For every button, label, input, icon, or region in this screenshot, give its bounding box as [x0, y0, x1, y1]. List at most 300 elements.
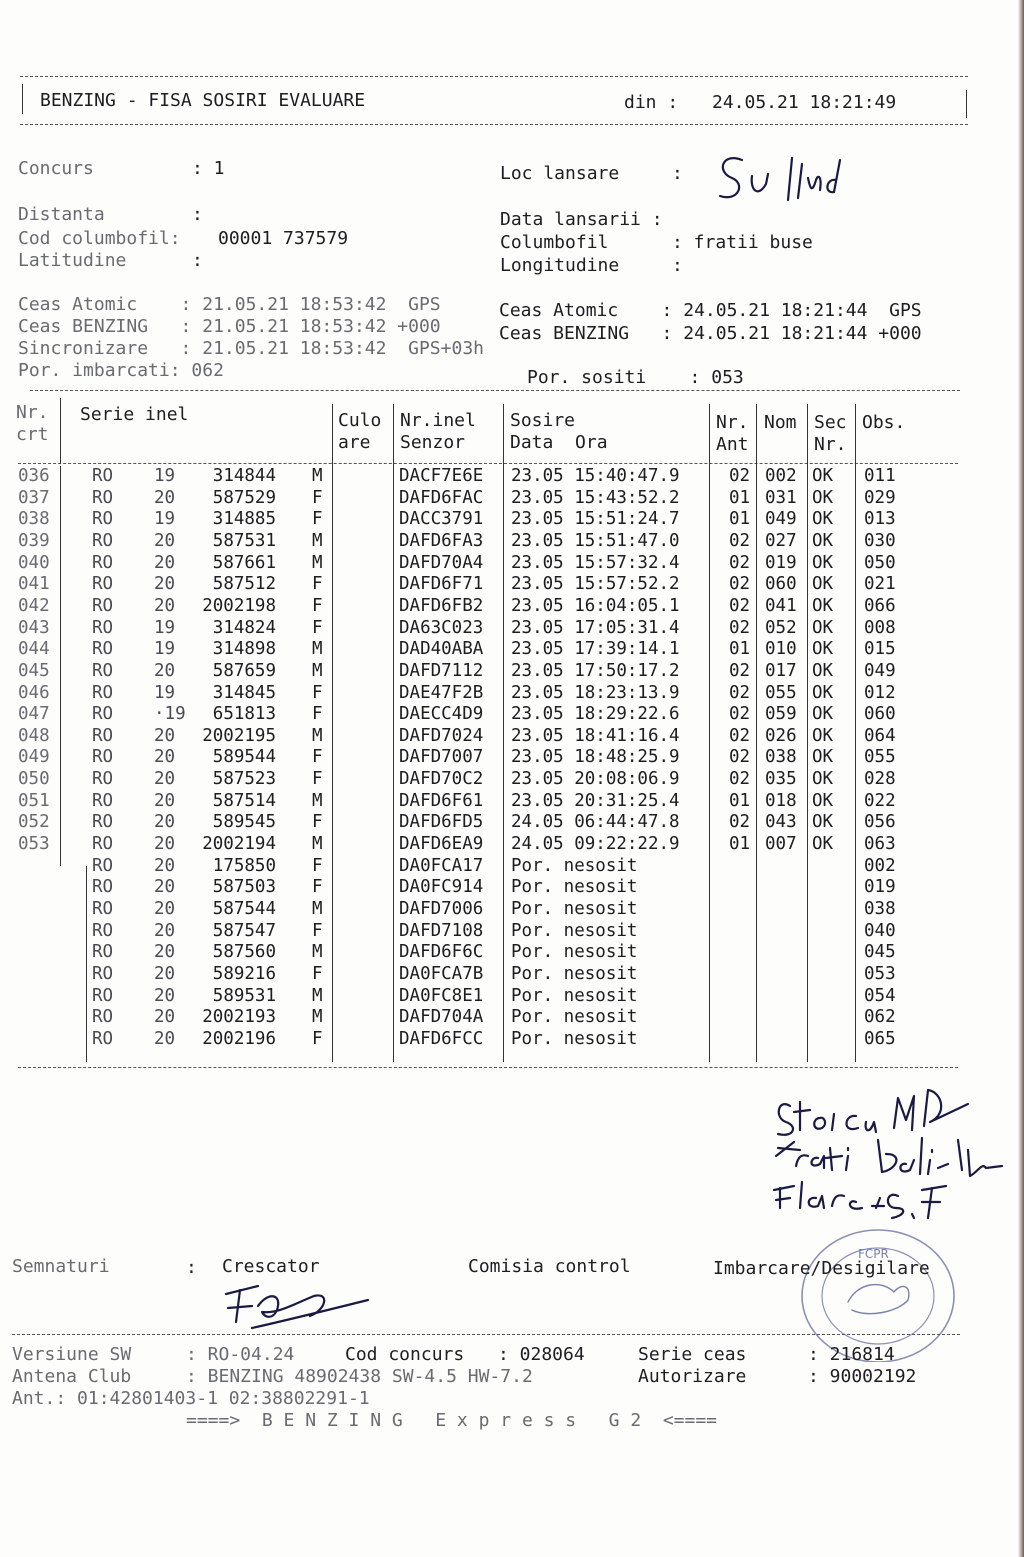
- cell-nr-inel: 2002195: [202, 725, 276, 746]
- table-row: [0, 726, 1024, 748]
- cell-nr: 036: [18, 466, 50, 486]
- table-row: [0, 899, 1024, 921]
- cell-nom: 031: [765, 487, 797, 508]
- cell-nr-inel: 589544: [212, 747, 276, 768]
- cell-nom: 043: [765, 812, 797, 833]
- cell-obs: 019: [864, 877, 896, 898]
- cell-obs: 055: [864, 747, 896, 768]
- cell-nr: 039: [18, 530, 50, 551]
- cell-nom: 026: [765, 725, 797, 746]
- header-sec: Sec: [814, 412, 847, 433]
- cell-sec: OK: [812, 790, 834, 811]
- cell-sec: OK: [812, 769, 834, 790]
- report-date-value: 24.05.21 18:21:49: [712, 92, 897, 113]
- cell-sosire: 23.05 15:57:32.4: [511, 552, 680, 573]
- fcpr-stamp: [798, 1222, 958, 1362]
- table-row: [0, 574, 1024, 596]
- cell-sex: F: [312, 704, 323, 725]
- cell-senzor: DAFD704A: [399, 1007, 484, 1028]
- cell-obs: 011: [864, 466, 896, 486]
- cell-senzor: DAFD7112: [399, 660, 484, 681]
- cell-sex: F: [312, 747, 323, 768]
- report-date-label: din :: [624, 92, 679, 113]
- cell-ant: 01: [729, 790, 751, 811]
- cell-sec: OK: [812, 466, 834, 486]
- cell-an: 20: [154, 877, 176, 898]
- cell-senzor: DAFD70A4: [399, 552, 484, 573]
- cell-sosire: 23.05 18:23:13.9: [511, 682, 680, 703]
- cell-tara: RO: [92, 812, 114, 833]
- cell-sec: OK: [812, 509, 834, 530]
- cell-an: 20: [154, 487, 176, 508]
- cell-obs: 056: [864, 812, 896, 833]
- cell-senzor: DA0FCA17: [399, 855, 484, 876]
- cell-sosire: 23.05 15:57:52.2: [511, 574, 680, 595]
- cell-nom: 027: [765, 530, 797, 551]
- header-culoare-2: are: [338, 432, 371, 453]
- table-row: [0, 466, 1024, 488]
- signature-stoica: [772, 1078, 1012, 1228]
- cell-senzor: DACF7E6E: [399, 466, 484, 486]
- cell-nr: 049: [18, 747, 50, 768]
- cell-nr: 038: [18, 509, 50, 530]
- cell-sosire: 23.05 16:04:05.1: [511, 595, 680, 616]
- cell-sec: OK: [812, 595, 834, 616]
- cell-ant: 02: [729, 552, 751, 573]
- cell-tara: RO: [92, 574, 114, 595]
- cell-sex: F: [312, 812, 323, 833]
- cod-columbofil-label: Cod columbofil:: [18, 228, 181, 249]
- table-row: [0, 704, 1024, 726]
- cell-tara: RO: [92, 877, 114, 898]
- stamp-text: FCPR: [858, 1247, 889, 1261]
- serie-ceas-value: : 216814: [808, 1344, 895, 1365]
- cell-sosire: 23.05 17:05:31.4: [511, 617, 680, 638]
- cell-nr: 048: [18, 725, 50, 746]
- table-row: [0, 683, 1024, 705]
- cell-an: 20: [154, 790, 176, 811]
- cell-nr-inel: 314845: [212, 682, 276, 703]
- header-nr-inel: Nr.inel: [400, 410, 476, 431]
- cell-an: 20: [154, 747, 176, 768]
- cell-tara: RO: [92, 920, 114, 941]
- cell-an: 19: [154, 617, 176, 638]
- header-right-border: [966, 90, 967, 118]
- cell-nr: 051: [18, 790, 50, 811]
- cell-an: 20: [154, 855, 176, 876]
- clock-end-benzing: Ceas BENZING : 24.05.21 18:21:44 +000: [499, 323, 922, 344]
- cell-sosire: Por. nesosit: [511, 1028, 638, 1049]
- cell-sex: F: [312, 877, 323, 898]
- cell-nom: 041: [765, 595, 797, 616]
- cell-tara: RO: [92, 509, 114, 530]
- cell-sosire: 23.05 18:41:16.4: [511, 725, 680, 746]
- cell-senzor: DAFD6FAC: [399, 487, 484, 508]
- cell-obs: 038: [864, 899, 896, 919]
- semnaturi-colon: :: [186, 1257, 197, 1278]
- cell-nr-inel: 587503: [212, 877, 276, 898]
- cell-nr-inel: 314824: [212, 617, 276, 638]
- cell-sex: F: [312, 1028, 323, 1049]
- table-row: [0, 661, 1024, 683]
- cell-obs: 054: [864, 985, 896, 1006]
- cell-nr-inel: 314898: [212, 639, 276, 660]
- cell-senzor: DAFD7006: [399, 899, 484, 919]
- cell-senzor: DAFD6EA9: [399, 834, 484, 855]
- comisia-label: Comisia control: [468, 1256, 631, 1277]
- cell-sex: F: [312, 769, 323, 790]
- pigeons-basketed: Por. imbarcati: 062: [18, 360, 224, 381]
- cell-obs: 062: [864, 1007, 896, 1028]
- cell-obs: 015: [864, 639, 896, 660]
- table-top-rule: [30, 390, 960, 391]
- cell-tara: RO: [92, 660, 114, 681]
- table-bottom-rule: [18, 1067, 958, 1068]
- cell-nr-inel: 589216: [212, 963, 276, 984]
- cell-sex: F: [312, 855, 323, 876]
- cell-an: 20: [154, 769, 176, 790]
- cell-senzor: DAFD6FA3: [399, 530, 484, 551]
- cell-nom: 002: [765, 466, 797, 486]
- autorizare-value: : 90002192: [808, 1366, 917, 1387]
- cell-sosire: 23.05 18:48:25.9: [511, 747, 680, 768]
- clock-end-atomic: Ceas Atomic : 24.05.21 18:21:44 GPS: [499, 300, 922, 321]
- cell-nr: 043: [18, 617, 50, 638]
- cell-tara: RO: [92, 487, 114, 508]
- table-row: [0, 531, 1024, 553]
- cell-nr: 041: [18, 574, 50, 595]
- cell-nr: 052: [18, 812, 50, 833]
- cell-an: 19: [154, 466, 176, 486]
- cell-nr-inel: 314885: [212, 509, 276, 530]
- cell-an: 20: [154, 942, 176, 963]
- cell-nr-inel: 175850: [212, 855, 276, 876]
- cell-sec: OK: [812, 725, 834, 746]
- cell-sosire: 23.05 17:39:14.1: [511, 639, 680, 660]
- longitudine-label: Longitudine: [500, 255, 620, 276]
- loc-lansare-handwriting: [712, 150, 852, 210]
- cell-tara: RO: [92, 942, 114, 963]
- cell-nr: 046: [18, 682, 50, 703]
- cell-ant: 02: [729, 574, 751, 595]
- header-obs: Obs.: [862, 412, 906, 433]
- cell-senzor: DAFD7007: [399, 747, 484, 768]
- table-row: [0, 877, 1024, 899]
- cell-senzor: DA0FC8E1: [399, 985, 484, 1006]
- cell-senzor: DAFD70C2: [399, 769, 484, 790]
- cell-tara: RO: [92, 595, 114, 616]
- cell-nr: 047: [18, 704, 50, 725]
- cell-nr: 044: [18, 639, 50, 660]
- cell-nom: 060: [765, 574, 797, 595]
- cell-nr-inel: 314844: [212, 466, 276, 486]
- antena-value: : BENZING 48902438 SW-4.5 HW-7.2: [186, 1366, 533, 1387]
- cell-ant: 02: [729, 682, 751, 703]
- cell-an: 20: [154, 660, 176, 681]
- cell-obs: 028: [864, 769, 896, 790]
- clock-start-atomic: Ceas Atomic : 21.05.21 18:53:42 GPS: [18, 294, 441, 315]
- cell-sec: OK: [812, 660, 834, 681]
- cell-sex: M: [312, 466, 323, 486]
- cell-nr-inel: 587659: [212, 660, 276, 681]
- cell-obs: 063: [864, 834, 896, 855]
- cell-senzor: DAFD7024: [399, 725, 484, 746]
- cell-nom: 059: [765, 704, 797, 725]
- cell-an: 19: [154, 682, 176, 703]
- table-header-rule: [18, 463, 958, 464]
- table-row: [0, 964, 1024, 986]
- cell-tara: RO: [92, 639, 114, 660]
- cell-nr: 053: [18, 834, 50, 855]
- cell-sosire: 23.05 15:51:24.7: [511, 509, 680, 530]
- cell-nom: 049: [765, 509, 797, 530]
- cell-an: 20: [154, 1007, 176, 1028]
- cell-senzor: DAFD6FCC: [399, 1028, 484, 1049]
- cell-obs: 008: [864, 617, 896, 638]
- cell-nr-inel: 587512: [212, 574, 276, 595]
- cell-nr: 042: [18, 595, 50, 616]
- cell-senzor: DAFD7108: [399, 920, 484, 941]
- latitudine-label: Latitudine: [18, 250, 127, 271]
- cell-tara: RO: [92, 704, 114, 725]
- header-ant: Ant: [716, 434, 749, 455]
- cell-nom: 055: [765, 682, 797, 703]
- cell-an: 20: [154, 552, 176, 573]
- cell-ant: 01: [729, 834, 751, 855]
- cell-tara: RO: [92, 834, 114, 855]
- cell-nom: 019: [765, 552, 797, 573]
- cell-senzor: DAFD6F61: [399, 790, 484, 811]
- table-row: [0, 856, 1024, 878]
- serie-ceas-label: Serie ceas: [638, 1344, 747, 1365]
- cell-sex: M: [312, 639, 323, 660]
- cell-an: 20: [154, 725, 176, 746]
- table-row: [0, 639, 1024, 661]
- cell-obs: 040: [864, 920, 896, 941]
- report-title: BENZING - FISA SOSIRI EVALUARE: [40, 90, 366, 111]
- cell-obs: 013: [864, 509, 896, 530]
- cell-ant: 02: [729, 747, 751, 768]
- cell-senzor: DA0FCA7B: [399, 963, 484, 984]
- cell-ant: 02: [729, 617, 751, 638]
- cell-sex: M: [312, 834, 323, 855]
- cell-sec: OK: [812, 530, 834, 551]
- cell-obs: 066: [864, 595, 896, 616]
- cell-obs: 021: [864, 574, 896, 595]
- cell-obs: 030: [864, 530, 896, 551]
- table-row: [0, 812, 1024, 834]
- cell-an: 20: [154, 985, 176, 1006]
- cell-ant: 01: [729, 639, 751, 660]
- table-row: [0, 488, 1024, 510]
- cell-an: 20: [154, 834, 176, 855]
- table-row: [0, 834, 1024, 856]
- cell-obs: 045: [864, 942, 896, 963]
- latitudine-value: :: [192, 250, 203, 271]
- cell-ant: 02: [729, 725, 751, 746]
- autorizare-label: Autorizare: [638, 1366, 747, 1387]
- cell-an: 20: [154, 963, 176, 984]
- header-senzor: Senzor: [400, 432, 466, 453]
- cell-ant: 02: [729, 812, 751, 833]
- table-row: [0, 1007, 1024, 1029]
- cell-sex: F: [312, 920, 323, 941]
- cell-tara: RO: [92, 963, 114, 984]
- cell-an: ·19: [154, 704, 186, 725]
- cell-sex: F: [312, 509, 323, 530]
- cell-an: 20: [154, 920, 176, 941]
- cell-an: 20: [154, 595, 176, 616]
- table-row: [0, 942, 1024, 964]
- columbofil-value: : fratii buse: [672, 232, 813, 253]
- cell-obs: 022: [864, 790, 896, 811]
- cell-senzor: DA0FC914: [399, 877, 484, 898]
- concurs-value: : 1: [192, 158, 225, 179]
- cell-nom: 007: [765, 834, 797, 855]
- cell-nr-inel: 2002196: [202, 1028, 276, 1049]
- distanta-label: Distanta: [18, 204, 105, 225]
- cell-nr: 040: [18, 552, 50, 573]
- cell-an: 20: [154, 530, 176, 551]
- cell-senzor: DAFD6FD5: [399, 812, 484, 833]
- cell-obs: 060: [864, 704, 896, 725]
- cell-sec: OK: [812, 574, 834, 595]
- cell-sec: OK: [812, 834, 834, 855]
- cell-nr-inel: 587523: [212, 769, 276, 790]
- cell-ant: 01: [729, 509, 751, 530]
- cell-tara: RO: [92, 855, 114, 876]
- cell-sosire: 23.05 15:40:47.9: [511, 466, 680, 486]
- cell-ant: 02: [729, 595, 751, 616]
- cell-senzor: DAFD6F71: [399, 574, 484, 595]
- cell-sex: M: [312, 725, 323, 746]
- cell-tara: RO: [92, 682, 114, 703]
- cell-sosire: 23.05 17:50:17.2: [511, 660, 680, 681]
- cell-nr-inel: 2002194: [202, 834, 276, 855]
- cell-tara: RO: [92, 769, 114, 790]
- cell-obs: 065: [864, 1028, 896, 1049]
- cell-sex: M: [312, 790, 323, 811]
- table-row: [0, 618, 1024, 640]
- cell-tara: RO: [92, 617, 114, 638]
- crescator-label: Crescator: [222, 1256, 320, 1277]
- cell-nr-inel: 587661: [212, 552, 276, 573]
- brand-line: ====> B E N Z I N G E x p r e s s G 2 <====: [186, 1410, 718, 1431]
- cell-sosire: 23.05 20:31:25.4: [511, 790, 680, 811]
- cell-senzor: DAFD6FB2: [399, 595, 484, 616]
- header-nr-ant: Nr.: [716, 412, 749, 433]
- loc-lansare-colon: :: [672, 163, 683, 184]
- cell-tara: RO: [92, 899, 114, 919]
- cod-concurs-value: : 028064: [498, 1344, 585, 1365]
- cell-nr-inel: 587547: [212, 920, 276, 941]
- pigeons-arrived: Por. sositi : 053: [527, 367, 744, 388]
- header-serie-inel: Serie inel: [80, 404, 189, 425]
- cell-senzor: DAE47F2B: [399, 682, 484, 703]
- cell-tara: RO: [92, 1007, 114, 1028]
- table-row: [0, 986, 1024, 1008]
- cell-ant: 01: [729, 487, 751, 508]
- cell-an: 20: [154, 812, 176, 833]
- cell-sosire: 23.05 15:51:47.0: [511, 530, 680, 551]
- cell-sosire: 23.05 18:29:22.6: [511, 704, 680, 725]
- cell-nr-inel: 2002193: [202, 1007, 276, 1028]
- cell-sosire: Por. nesosit: [511, 963, 638, 984]
- cell-nr-inel: 587544: [212, 899, 276, 919]
- cell-an: 20: [154, 1028, 176, 1049]
- cell-sec: OK: [812, 487, 834, 508]
- header-crt: crt: [16, 424, 49, 445]
- cell-sec: OK: [812, 617, 834, 638]
- cell-tara: RO: [92, 747, 114, 768]
- cell-sosire: 23.05 20:08:06.9: [511, 769, 680, 790]
- cell-tara: RO: [92, 466, 114, 486]
- cod-columbofil-value: 00001 737579: [218, 228, 349, 249]
- cell-tara: RO: [92, 725, 114, 746]
- cell-tara: RO: [92, 1028, 114, 1049]
- cell-obs: 002: [864, 855, 896, 876]
- cell-sosire: 24.05 09:22:22.9: [511, 834, 680, 855]
- cell-sosire: Por. nesosit: [511, 920, 638, 941]
- cell-sex: F: [312, 595, 323, 616]
- cell-sec: OK: [812, 747, 834, 768]
- cell-senzor: DAD40ABA: [399, 639, 484, 660]
- distanta-value: :: [192, 204, 203, 225]
- cell-nr-inel: 2002198: [202, 595, 276, 616]
- cell-sex: M: [312, 985, 323, 1006]
- table-row: [0, 553, 1024, 575]
- cell-senzor: DACC3791: [399, 509, 484, 530]
- cell-nr-inel: 589531: [212, 985, 276, 1006]
- table-row: [0, 769, 1024, 791]
- imbarcare-label: Imbarcare/Desigilare: [713, 1258, 930, 1279]
- signature-crescator: [218, 1280, 378, 1340]
- table-row: [0, 509, 1024, 531]
- cell-sosire: Por. nesosit: [511, 899, 638, 919]
- header-culoare-1: Culo: [338, 410, 382, 431]
- cell-sec: OK: [812, 552, 834, 573]
- table-row: [0, 747, 1024, 769]
- clock-start-benzing: Ceas BENZING : 21.05.21 18:53:42 +000: [18, 316, 441, 337]
- cell-nr-inel: 587514: [212, 790, 276, 811]
- cell-ant: 02: [729, 660, 751, 681]
- cell-sex: M: [312, 530, 323, 551]
- cell-an: 19: [154, 509, 176, 530]
- longitudine-value: :: [672, 255, 683, 276]
- cell-sex: M: [312, 942, 323, 963]
- data-lansarii-label: Data lansarii :: [500, 209, 663, 230]
- cell-ant: 02: [729, 466, 751, 486]
- header-nom: Nom: [764, 412, 797, 433]
- cell-sex: F: [312, 963, 323, 984]
- cell-sosire: Por. nesosit: [511, 1007, 638, 1028]
- cell-obs: 053: [864, 963, 896, 984]
- cell-sosire: Por. nesosit: [511, 855, 638, 876]
- header-data-ora: Data Ora: [510, 432, 608, 453]
- cell-an: 20: [154, 899, 176, 919]
- cell-tara: RO: [92, 985, 114, 1006]
- cell-sosire: Por. nesosit: [511, 985, 638, 1006]
- cell-sex: M: [312, 552, 323, 573]
- versiune-label: Versiune SW: [12, 1344, 132, 1365]
- cell-nr-inel: 587560: [212, 942, 276, 963]
- cell-nr: 037: [18, 487, 50, 508]
- cell-nom: 017: [765, 660, 797, 681]
- table-row: [0, 596, 1024, 618]
- cell-sosire: Por. nesosit: [511, 942, 638, 963]
- cell-nr-inel: 587529: [212, 487, 276, 508]
- cell-sec: OK: [812, 682, 834, 703]
